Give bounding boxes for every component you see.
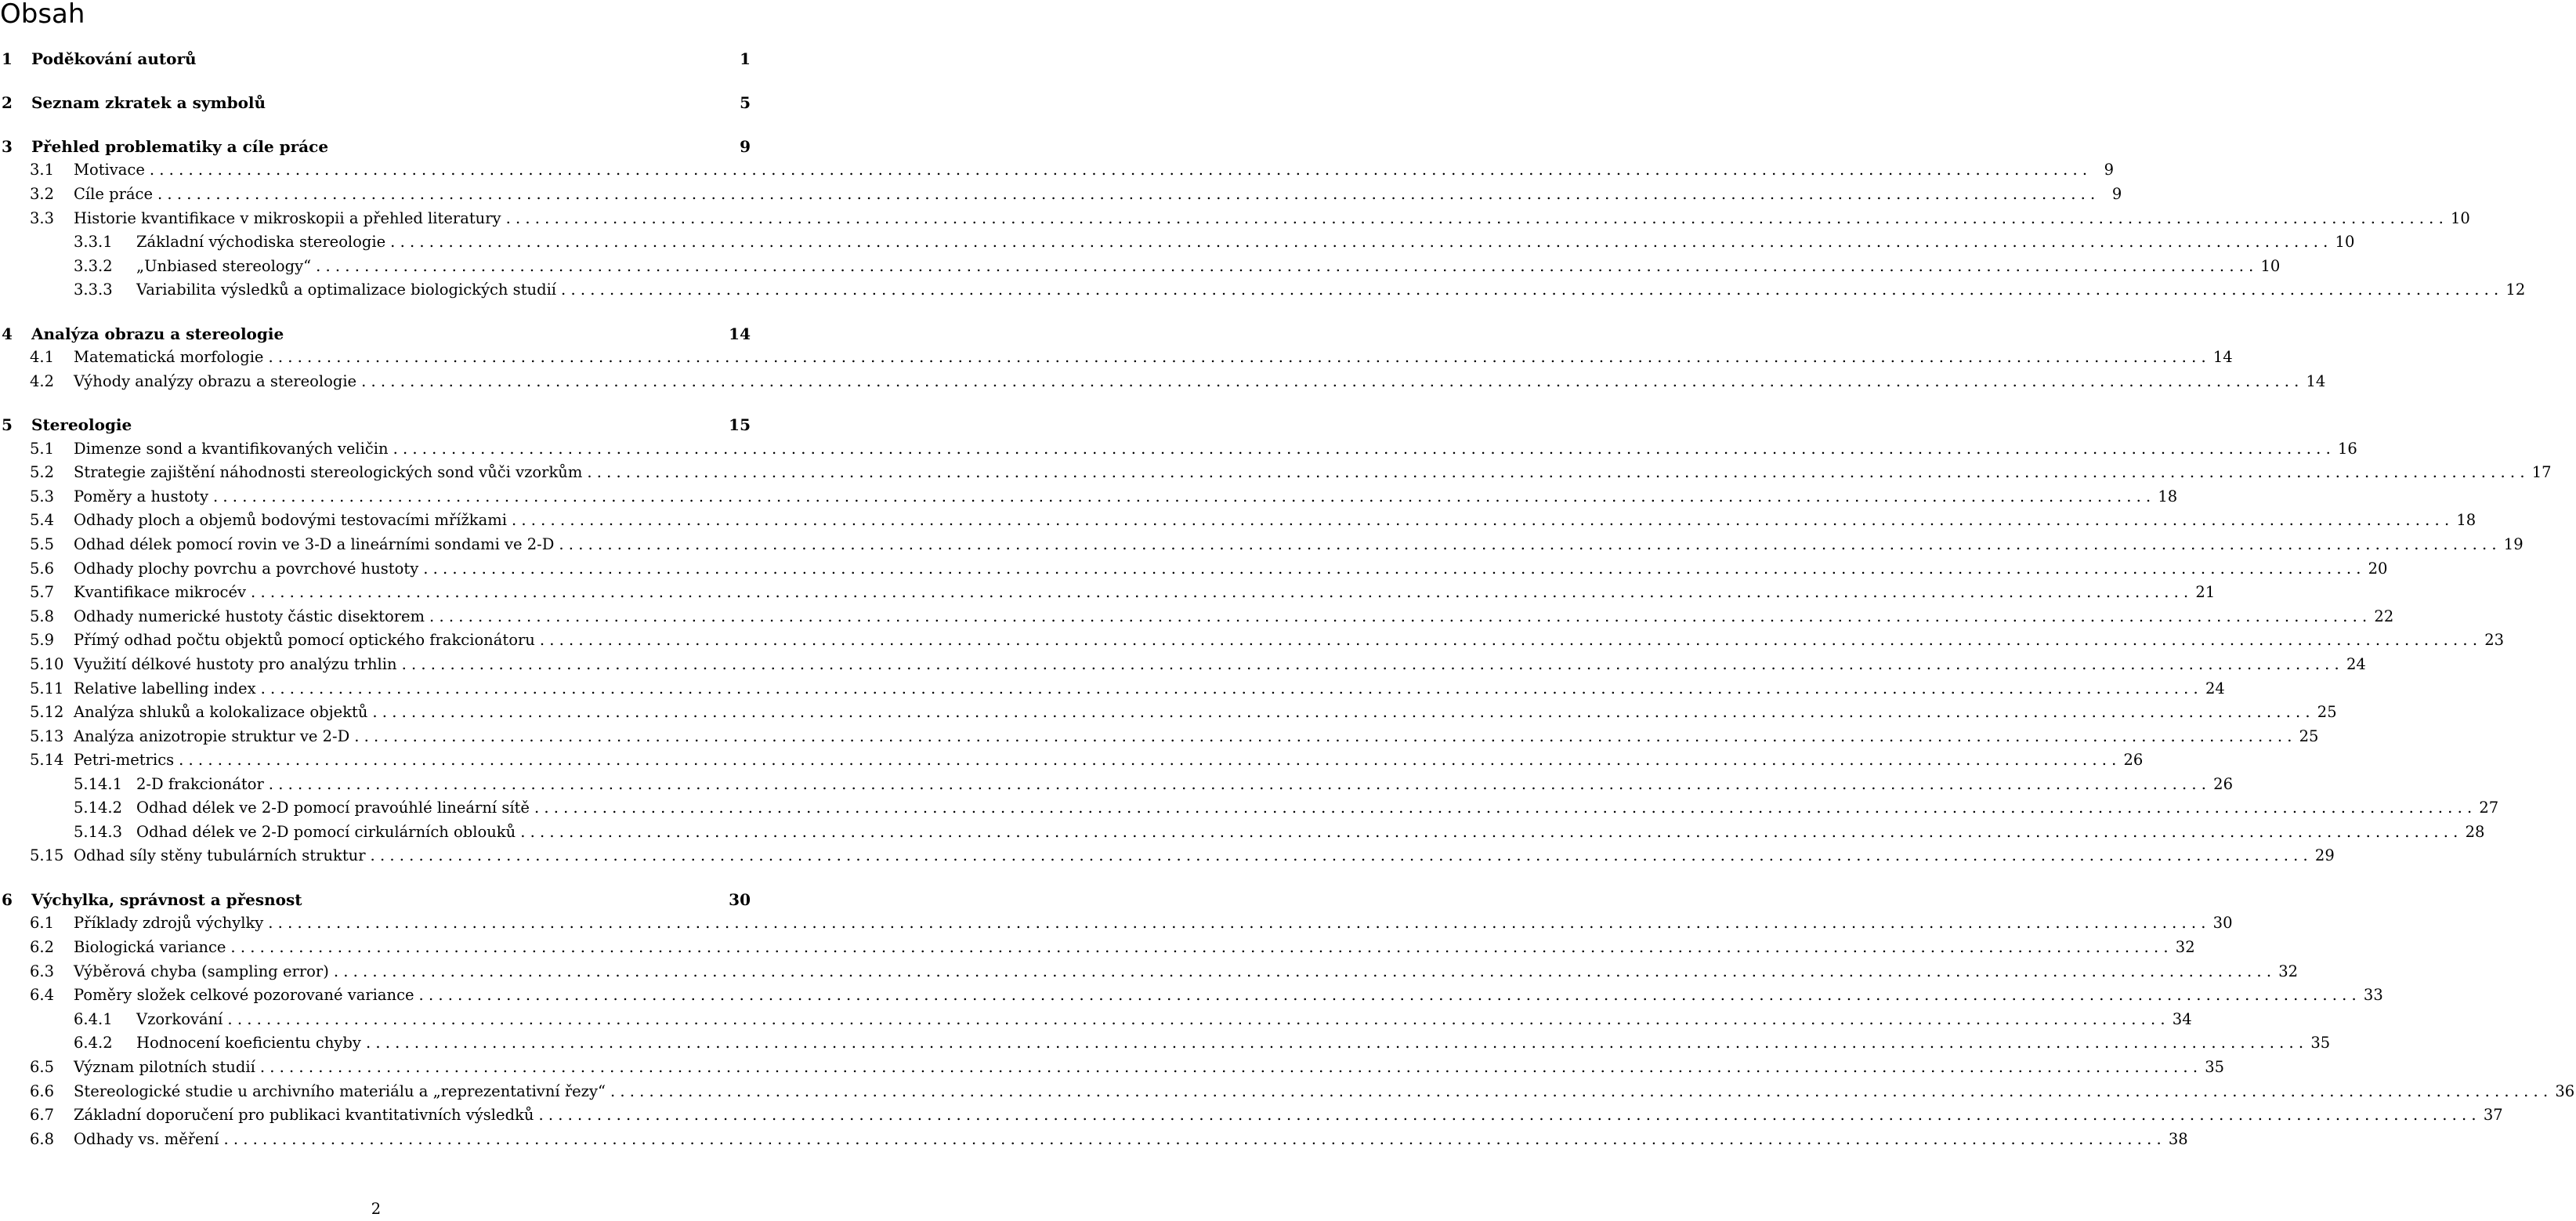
toc-entry-title: Dimenze sond a kvantifikovaných veličin <box>74 440 389 458</box>
toc-leader-dots: . . . . . . . . . . . . . . . . . . . . . . . . . . . . . . . . . . . . . . . . . . . . . . . . . . . . . . . . . . . . . . . . . . . . . . . . . . . . . . . . . . . . . . . . . . . . . . . . . . . . . . . . . . . . . . . . . . . . . . . . . . . . . . . . . . . . . . . . . . . . . . . . . . . . . . . . . . . . . . . . . . . . . . . . . . . . . . . . . . . . . . . . . . . . . . . . . . . . . . . . <box>538 1106 2477 1124</box>
toc-subsection[interactable] <box>0 1008 2192 1031</box>
toc-entry-number: 3.2 <box>30 185 55 203</box>
toc-entry-title: Odhad délek ve 2-D pomocí pravoúhlé lineární sítě <box>136 799 530 817</box>
toc-entry-title: Přímý odhad počtu objektů pomocí optického frakcionátoru <box>74 631 535 649</box>
toc-leader-dots: . . . . . . . . . . . . . . . . . . . . . . . . . . . . . . . . . . . . . . . . . . . . . . . . . . . . . . . . . . . . . . . . . . . . . . . . . . . . . . . . . . . . . . . . . . . . . . . . . . . . . . . . . . . . . . . . . . . . . . . . . . . . . . . . . . . . . . . . . . . . . . . . . . . . . . . . . . . . . . . . . . . . . . . . . . . . . . . . . . . . . . . . . . . . . . . . . . . . . . . . <box>393 440 2331 458</box>
toc-entry-title: Seznam zkratek a symbolů <box>31 93 266 112</box>
toc-section[interactable] <box>0 158 2115 182</box>
toc-leader-dots: . . . . . . . . . . . . . . . . . . . . . . . . . . . . . . . . . . . . . . . . . . . . . . . . . . . . . . . . . . . . . . . . . . . . . . . . . . . . . . . . . . . . . . . . . . . . . . . . . . . . . . . . . . . . . . . . . . . . . . . . . . . . . . . . . . . . . . . . . . . . . . . . . . . . . . . . . . . . . . . . . . . . . . . . . . . . . . . . . . . . . . . . . . . . . . . . . . . . . . . . <box>561 281 2499 299</box>
toc-entry-title: Vzorkování <box>136 1010 223 1028</box>
toc-entry-page: 25 <box>2299 727 2319 745</box>
toc-section[interactable] <box>0 605 2394 629</box>
toc-entry-title: Poděkování autorů <box>31 49 197 68</box>
toc-leader-dots: . . . . . . . . . . . . . . . . . . . . . . . . . . . . . . . . . . . . . . . . . . . . . . . . . . . . . . . . . . . . . . . . . . . . . . . . . . . . . . . . . . . . . . . . . . . . . . . . . . . . . . . . . . . . . . . . . . . . . . . . . . . . . . . . . . . . . . . . . . . . . . . . . . . . . . . . . . . . . . . . . . . . . . . . . . . . . . . . . . . . . . . . . . . . . . . . . . . . . . . . <box>505 209 2444 227</box>
toc-leader-dots: . . . . . . . . . . . . . . . . . . . . . . . . . . . . . . . . . . . . . . . . . . . . . . . . . . . . . . . . . . . . . . . . . . . . . . . . . . . . . . . . . . . . . . . . . . . . . . . . . . . . . . . . . . . . . . . . . . . . . . . . . . . . . . . . . . . . . . . . . . . . . . . . . . . . . . . . . . . . . . . . . . . . . . . . . . . . . . . . . . . . . . . . . . . . . . . . . . . . . . . . <box>534 799 2473 817</box>
toc-entry-page: 28 <box>2465 823 2485 841</box>
toc-entry-page: 37 <box>2483 1106 2503 1124</box>
toc-entry-title: „Unbiased stereology“ <box>136 257 312 275</box>
toc-chapter[interactable] <box>0 888 752 911</box>
toc-entry-number: 4.1 <box>30 348 55 366</box>
toc-leader-dots: . . . . . . . . . . . . . . . . . . . . . . . . . . . . . . . . . . . . . . . . . . . . . . . . . . . . . . . . . . . . . . . . . . . . . . . . . . . . . . . . . . . . . . . . . . . . . . . . . . . . . . . . . . . . . . . . . . . . . . . . . . . . . . . . . . . . . . . . . . . . . . . . . . . . . . . . . . . . . . . . . . . . . . . . . . . . . . . . . . . . . . . . . . . . . . . . . . . . . . . . <box>260 679 2198 697</box>
toc-leader-dots: . . . . . . . . . . . . . . . . . . . . . . . . . . . . . . . . . . . . . . . . . . . . . . . . . . . . . . . . . . . . . . . . . . . . . . . . . . . . . . . . . . . . . . . . . . . . . . . . . . . . . . . . . . . . . . . . . . . . . . . . . . . . . . . . . . . . . . . . . . . . . . . . . . . . . . . . . . . . . . . . . . . . . . . . . . . . . . . . . . . . . . . . . . . . . . . . . . . . . . . . <box>227 1010 2165 1028</box>
toc-entry-number: 6.5 <box>30 1058 55 1076</box>
toc-entry-number: 3.3.2 <box>74 257 113 275</box>
toc-entry-number: 6.4 <box>30 986 55 1004</box>
toc-entry-number: 6.8 <box>30 1130 55 1148</box>
toc-entry-page: 29 <box>2314 846 2335 864</box>
toc-leader-dots: . . . . . . . . . . . . . . . . . . . . . . . . . . . . . . . . . . . . . . . . . . . . . . . . . . . . . . . . . . . . . . . . . . . . . . . . . . . . . . . . . . . . . . . . . . . . . . . . . . . . . . . . . . . . . . . . . . . . . . . . . . . . . . . . . . . . . . . . . . . . . . . . . . . . . . . . . . . . . . . . . . . . . . . . . . . . . . . . . . . . . . . . . . . . . . . . . . . . . . . . <box>361 372 2299 390</box>
toc-entry-number: 5.3 <box>30 487 55 505</box>
toc-entry-number: 6.4.1 <box>74 1010 113 1028</box>
toc-entry-number: 3.1 <box>30 161 55 179</box>
toc-section[interactable] <box>0 581 2216 604</box>
toc-section[interactable] <box>0 346 2233 369</box>
toc-entry-title: Variabilita výsledků a optimalizace biologických studií <box>136 281 557 299</box>
toc-section[interactable] <box>0 653 2366 676</box>
toc-section[interactable] <box>0 509 2477 532</box>
toc-entry-page: 1 <box>740 49 751 68</box>
toc-entry-title: 2-D frakcionátor <box>136 775 264 793</box>
toc-entry-number: 5.8 <box>30 607 55 625</box>
toc-entry-page: 30 <box>729 890 751 909</box>
toc-entry-title: Přehled problematiky a cíle práce <box>31 137 329 156</box>
toc-section[interactable] <box>0 701 2337 724</box>
toc-leader-dots: . . . . . . . . . . . . . . . . . . . . . . . . . . . . . . . . . . . . . . . . . . . . . . . . . . . . . . . . . . . . . . . . . . . . . . . . . . . . . . . . . . . . . . . . . . . . . . . . . . . . . . . . . . . . . . . . . . . . . . . . . . . . . . . . . . . . . . . . . . . . . . . . . . . . . . . . . . . . . . . . . . . . . . . . . . . . . . . . . . . . . . . . . . . . . . . . . . . . . . . . <box>223 1130 2162 1148</box>
toc-entry-number: 5.15 <box>30 846 64 864</box>
toc-section[interactable] <box>0 370 2326 393</box>
toc-entry-page: 24 <box>2205 679 2225 697</box>
toc-entry-title: Základní východiska stereologie <box>136 233 386 251</box>
toc-section[interactable] <box>0 677 2225 701</box>
toc-leader-dots: . . . . . . . . . . . . . . . . . . . . . . . . . . . . . . . . . . . . . . . . . . . . . . . . . . . . . . . . . . . . . . . . . . . . . . . . . . . . . . . . . . . . . . . . . . . . . . . . . . . . . . . . . . . . . . . . . . . . . . . . . . . . . . . . . . . . . . . . . . . . . . . . . . . . . . . . . . . . . . . . . . . . . . . . . . . . . . . . . . . . . . . . . . . . . . . . . . . . . . . . <box>157 185 2096 203</box>
toc-entry-title: Motivace <box>74 161 145 179</box>
toc-entry-page: 5 <box>740 93 751 112</box>
toc-entry-page: 38 <box>2168 1130 2188 1148</box>
toc-entry-title: Hodnocení koeficientu chyby <box>136 1034 361 1052</box>
toc-entry-title: Odhad délek pomocí rovin ve 3-D a lineárními sondami ve 2-D <box>74 535 555 553</box>
toc-entry-title: Odhady ploch a objemů bodovými testovacími mřížkami <box>74 511 507 529</box>
toc-leader-dots: . . . . . . . . . . . . . . . . . . . . . . . . . . . . . . . . . . . . . . . . . . . . . . . . . . . . . . . . . . . . . . . . . . . . . . . . . . . . . . . . . . . . . . . . . . . . . . . . . . . . . . . . . . . . . . . . . . . . . . . . . . . . . . . . . . . . . . . . . . . . . . . . . . . . . . . . . . . . . . . . . . . . . . . . . . . . . . . . . . . . . . . . . . . . . . . . . . . . . . . . <box>251 583 2189 601</box>
toc-entry-number: 5.14.3 <box>74 823 123 841</box>
toc-subsection[interactable] <box>0 278 2526 302</box>
toc-entry-page: 30 <box>2212 914 2233 932</box>
toc-entry-title: Výchylka, správnost a přesnost <box>31 890 302 909</box>
toc-entry-title: Odhad síly stěny tubulárních struktur <box>74 846 366 864</box>
toc-entry-title: Historie kvantifikace v mikroskopii a přehled literatury <box>74 209 501 227</box>
toc-entry-page: 10 <box>2260 257 2281 275</box>
toc-leader-dots: . . . . . . . . . . . . . . . . . . . . . . . . . . . . . . . . . . . . . . . . . . . . . . . . . . . . . . . . . . . . . . . . . . . . . . . . . . . . . . . . . . . . . . . . . . . . . . . . . . . . . . . . . . . . . . . . . . . . . . . . . . . . . . . . . . . . . . . . . . . . . . . . . . . . . . . . . . . . . . . . . . . . . . . . . . . . . . . . . . . . . . . . . . . . . . . . . . . . . . . . <box>401 655 2339 673</box>
toc-section[interactable] <box>0 437 2357 461</box>
toc-entry-number: 5.1 <box>30 440 55 458</box>
toc-section[interactable] <box>0 725 2319 748</box>
toc-entry-number: 5.2 <box>30 463 55 481</box>
toc-entry-page: 10 <box>2335 233 2355 251</box>
toc-entry-title: Strategie zajištění náhodnosti stereologických sond vůči vzorkům <box>74 463 583 481</box>
toc-leader-dots: . . . . . . . . . . . . . . . . . . . . . . . . . . . . . . . . . . . . . . . . . . . . . . . . . . . . . . . . . . . . . . . . . . . . . . . . . . . . . . . . . . . . . . . . . . . . . . . . . . . . . . . . . . . . . . . . . . . . . . . . . . . . . . . . . . . . . . . . . . . . . . . . . . . . . . . . . . . . . . . . . . . . . . . . . . . . . . . . . . . . . . . . . . . . . . . . . . . . . . . . <box>370 846 2308 864</box>
toc-entry-number: 5.9 <box>30 631 55 649</box>
toc-section[interactable] <box>0 629 2505 652</box>
toc-leader-dots: . . . . . . . . . . . . . . . . . . . . . . . . . . . . . . . . . . . . . . . . . . . . . . . . . . . . . . . . . . . . . . . . . . . . . . . . . . . . . . . . . . . . . . . . . . . . . . . . . . . . . . . . . . . . . . . . . . . . . . . . . . . . . . . . . . . . . . . . . . . . . . . . . . . . . . . . . . . . . . . . . . . . . . . . . . . . . . . . . . . . . . . . . . . . . . . . . . . . . . . . <box>559 535 2497 553</box>
toc-leader-dots: . . . . . . . . . . . . . . . . . . . . . . . . . . . . . . . . . . . . . . . . . . . . . . . . . . . . . . . . . . . . . . . . . . . . . . . . . . . . . . . . . . . . . . . . . . . . . . . . . . . . . . . . . . . . . . . . . . . . . . . . . . . . . . . . . . . . . . . . . . . . . . . . . . . . . . . . . . . . . . . . . . . . . . . . . . . . . . . . . . . . . . . . . . . . . . . . . . . . . . . . <box>423 560 2361 578</box>
toc-entry-number: 5.12 <box>30 703 64 721</box>
toc-leader-dots: . . . . . . . . . . . . . . . . . . . . . . . . . . . . . . . . . . . . . . . . . . . . . . . . . . . . . . . . . . . . . . . . . . . . . . . . . . . . . . . . . . . . . . . . . . . . . . . . . . . . . . . . . . . . . . . . . . . . . . . . . . . . . . . . . . . . . . . . . . . . . . . . . . . . . . . . . . . . . . . . . . . . . . . . . . . . . . . . . . . . . . . . . . . . . . . . . . . . . . . . <box>365 1034 2304 1052</box>
toc-entry-number: 5.13 <box>30 727 64 745</box>
toc-entry-page: 9 <box>740 137 751 156</box>
toc-entry-page: 19 <box>2503 535 2524 553</box>
toc-entry-number: 5.11 <box>30 679 64 697</box>
toc-entry-page: 26 <box>2213 775 2233 793</box>
toc-entry-page: 36 <box>2555 1082 2575 1100</box>
toc-section[interactable] <box>0 1080 2575 1103</box>
toc-section[interactable] <box>0 960 2299 984</box>
toc-entry-number: 6.3 <box>30 962 55 980</box>
toc-entry-page: 35 <box>2310 1034 2331 1052</box>
toc-leader-dots: . . . . . . . . . . . . . . . . . . . . . . . . . . . . . . . . . . . . . . . . . . . . . . . . . . . . . . . . . . . . . . . . . . . . . . . . . . . . . . . . . . . . . . . . . . . . . . . . . . . . . . . . . . . . . . . . . . . . . . . . . . . . . . . . . . . . . . . . . . . . . . . . . . . . . . . . . . . . . . . . . . . . . . . . . . . . . . . . . . . . . . . . . . . . . . . . . . . . . . . . <box>390 233 2328 251</box>
toc-section[interactable] <box>0 461 2552 484</box>
toc-entry-page: 14 <box>2306 372 2326 390</box>
toc-section[interactable] <box>0 984 2383 1007</box>
toc-entry-title: Analýza obrazu a stereologie <box>31 324 284 343</box>
toc-entry-number: 4 <box>2 324 13 343</box>
toc-entry-title: Poměry složek celkové pozorované variance <box>74 986 414 1004</box>
toc-leader-dots: . . . . . . . . . . . . . . . . . . . . . . . . . . . . . . . . . . . . . . . . . . . . . . . . . . . . . . . . . . . . . . . . . . . . . . . . . . . . . . . . . . . . . . . . . . . . . . . . . . . . . . . . . . . . . . . . . . . . . . . . . . . . . . . . . . . . . . . . . . . . . . . . . . . . . . . . . . . . . . . . . . . . . . . . . . . . . . . . . . . . . . . . . . . . . . . . . . . . . . . . <box>333 962 2272 980</box>
toc-section[interactable] <box>0 183 2122 206</box>
toc-entry-number: 5.14.2 <box>74 799 123 817</box>
toc-entry-title: Odhady vs. měření <box>74 1130 219 1148</box>
toc-section[interactable] <box>0 1056 2225 1079</box>
toc-section[interactable] <box>0 844 2335 868</box>
toc-entry-page: 20 <box>2368 560 2388 578</box>
toc-entry-page: 9 <box>2111 185 2122 203</box>
toc-entry-title: Stereologické studie u archivního materiálu a „reprezentativní řezy“ <box>74 1082 606 1100</box>
toc-chapter[interactable] <box>0 322 752 346</box>
toc-entry-page: 34 <box>2172 1010 2192 1028</box>
toc-entry-number: 3.3.3 <box>74 281 113 299</box>
toc-leader-dots: . . . . . . . . . . . . . . . . . . . . . . . . . . . . . . . . . . . . . . . . . . . . . . . . . . . . . . . . . . . . . . . . . . . . . . . . . . . . . . . . . . . . . . . . . . . . . . . . . . . . . . . . . . . . . . . . . . . . . . . . . . . . . . . . . . . . . . . . . . . . . . . . . . . . . . . . . . . . . . . . . . . . . . . . . . . . . . . . . . . . . . . . . . . . . . . . . . . . . . . . <box>587 463 2525 481</box>
toc-entry-title: Využití délkové hustoty pro analýzu trhlin <box>74 655 397 673</box>
toc-entry-number: 6.7 <box>30 1106 55 1124</box>
toc-leader-dots: . . . . . . . . . . . . . . . . . . . . . . . . . . . . . . . . . . . . . . . . . . . . . . . . . . . . . . . . . . . . . . . . . . . . . . . . . . . . . . . . . . . . . . . . . . . . . . . . . . . . . . . . . . . . . . . . . . . . . . . . . . . . . . . . . . . . . . . . . . . . . . . . . . . . . . . . . . . . . . . . . . . . . . . . . . . . . . . . . . . . . . . . . . . . . . . . . . . . . . . . <box>259 1058 2198 1076</box>
toc-leader-dots: . . . . . . . . . . . . . . . . . . . . . . . . . . . . . . . . . . . . . . . . . . . . . . . . . . . . . . . . . . . . . . . . . . . . . . . . . . . . . . . . . . . . . . . . . . . . . . . . . . . . . . . . . . . . . . . . . . . . . . . . . . . . . . . . . . . . . . . . . . . . . . . . . . . . . . . . . . . . . . . . . . . . . . . . . . . . . . . . . . . . . . . . . . . . . . . . . . . . . . . . <box>268 348 2206 366</box>
toc-section[interactable] <box>0 911 2233 935</box>
toc-section[interactable] <box>0 1103 2503 1127</box>
toc-entry-title: Příklady zdrojů výchylky <box>74 914 264 932</box>
toc-entry-page: 15 <box>729 415 751 434</box>
toc-entry-number: 6.4.2 <box>74 1034 113 1052</box>
toc-entry-page: 12 <box>2505 281 2526 299</box>
toc-entry-page: 14 <box>729 324 751 343</box>
toc-leader-dots: . . . . . . . . . . . . . . . . . . . . . . . . . . . . . . . . . . . . . . . . . . . . . . . . . . . . . . . . . . . . . . . . . . . . . . . . . . . . . . . . . . . . . . . . . . . . . . . . . . . . . . . . . . . . . . . . . . . . . . . . . . . . . . . . . . . . . . . . . . . . . . . . . . . . . . . . . . . . . . . . . . . . . . . . . . . . . . . . . . . . . . . . . . . . . . . . . . . . . . . . <box>539 631 2478 649</box>
toc-chapter[interactable] <box>0 135 752 158</box>
toc-leader-dots: . . . . . . . . . . . . . . . . . . . . . . . . . . . . . . . . . . . . . . . . . . . . . . . . . . . . . . . . . . . . . . . . . . . . . . . . . . . . . . . . . . . . . . . . . . . . . . . . . . . . . . . . . . . . . . . . . . . . . . . . . . . . . . . . . . . . . . . . . . . . . . . . . . . . . . . . . . . . . . . . . . . . . . . . . . . . . . . . . . . . . . . . . . . . . . . . . . . . . . . . <box>520 823 2458 841</box>
toc-leader-dots: . . . . . . . . . . . . . . . . . . . . . . . . . . . . . . . . . . . . . . . . . . . . . . . . . . . . . . . . . . . . . . . . . . . . . . . . . . . . . . . . . . . . . . . . . . . . . . . . . . . . . . . . . . . . . . . . . . . . . . . . . . . . . . . . . . . . . . . . . . . . . . . . . . . . . . . . . . . . . . . . . . . . . . . . . . . . . . . . . . . . . . . . . . . . . . . . . . . . . . . . <box>149 161 2088 179</box>
toc-chapter[interactable] <box>0 91 752 114</box>
toc-entry-title: Biologická variance <box>74 938 226 956</box>
toc-entry-number: 3 <box>2 137 13 156</box>
toc-section[interactable] <box>0 1128 2188 1151</box>
toc-entry-title: Analýza shluků a kolokalizace objektů <box>74 703 368 721</box>
toc-subsection[interactable] <box>0 255 2281 278</box>
toc-section[interactable] <box>0 533 2524 556</box>
toc-entry-title: Odhady plochy povrchu a povrchové hustoty <box>74 560 419 578</box>
toc-entry-number: 5.5 <box>30 535 55 553</box>
toc-subsection[interactable] <box>0 796 2499 820</box>
toc-section[interactable] <box>0 936 2195 959</box>
toc-entry-title: Kvantifikace mikrocév <box>74 583 247 601</box>
toc-entry-number: 6.6 <box>30 1082 55 1100</box>
toc-subsection[interactable] <box>0 230 2355 254</box>
toc-entry-number: 1 <box>2 49 13 68</box>
toc-entry-title: Odhad délek ve 2-D pomocí cirkulárních oblouků <box>136 823 516 841</box>
toc-entry-number: 6.1 <box>30 914 55 932</box>
toc-entry-page: 32 <box>2278 962 2299 980</box>
toc-entry-page: 26 <box>2123 751 2144 769</box>
toc-section[interactable] <box>0 207 2470 230</box>
toc-leader-dots: . . . . . . . . . . . . . . . . . . . . . . . . . . . . . . . . . . . . . . . . . . . . . . . . . . . . . . . . . . . . . . . . . . . . . . . . . . . . . . . . . . . . . . . . . . . . . . . . . . . . . . . . . . . . . . . . . . . . . . . . . . . . . . . . . . . . . . . . . . . . . . . . . . . . . . . . . . . . . . . . . . . . . . . . . . . . . . . . . . . . . . . . . . . . . . . . . . . . . . . . <box>179 751 2117 769</box>
toc-entry-number: 5.6 <box>30 560 55 578</box>
toc-entry-number: 6 <box>2 890 13 909</box>
toc-entry-title: Výběrová chyba (sampling error) <box>74 962 329 980</box>
toc-entry-page: 25 <box>2317 703 2337 721</box>
toc-entry-page: 23 <box>2484 631 2505 649</box>
toc-entry-title: Výhody analýzy obrazu a stereologie <box>74 372 357 390</box>
toc-section[interactable] <box>0 485 2178 509</box>
toc-entry-number: 2 <box>2 93 13 112</box>
toc-leader-dots: . . . . . . . . . . . . . . . . . . . . . . . . . . . . . . . . . . . . . . . . . . . . . . . . . . . . . . . . . . . . . . . . . . . . . . . . . . . . . . . . . . . . . . . . . . . . . . . . . . . . . . . . . . . . . . . . . . . . . . . . . . . . . . . . . . . . . . . . . . . . . . . . . . . . . . . . . . . . . . . . . . . . . . . . . . . . . . . . . . . . . . . . . . . . . . . . . . . . . . . . <box>230 938 2169 956</box>
toc-entry-page: 9 <box>2104 161 2115 179</box>
page-title: Obsah <box>0 0 85 30</box>
toc-entry-page: 18 <box>2158 487 2178 505</box>
toc-section[interactable] <box>0 557 2388 581</box>
toc-leader-dots: . . . . . . . . . . . . . . . . . . . . . . . . . . . . . . . . . . . . . . . . . . . . . . . . . . . . . . . . . . . . . . . . . . . . . . . . . . . . . . . . . . . . . . . . . . . . . . . . . . . . . . . . . . . . . . . . . . . . . . . . . . . . . . . . . . . . . . . . . . . . . . . . . . . . . . . . . . . . . . . . . . . . . . . . . . . . . . . . . . . . . . . . . . . . . . . . . . . . . . . . <box>316 257 2254 275</box>
toc-leader-dots: . . . . . . . . . . . . . . . . . . . . . . . . . . . . . . . . . . . . . . . . . . . . . . . . . . . . . . . . . . . . . . . . . . . . . . . . . . . . . . . . . . . . . . . . . . . . . . . . . . . . . . . . . . . . . . . . . . . . . . . . . . . . . . . . . . . . . . . . . . . . . . . . . . . . . . . . . . . . . . . . . . . . . . . . . . . . . . . . . . . . . . . . . . . . . . . . . . . . . . . . <box>354 727 2292 745</box>
toc-entry-page: 21 <box>2195 583 2216 601</box>
toc-leader-dots: . . . . . . . . . . . . . . . . . . . . . . . . . . . . . . . . . . . . . . . . . . . . . . . . . . . . . . . . . . . . . . . . . . . . . . . . . . . . . . . . . . . . . . . . . . . . . . . . . . . . . . . . . . . . . . . . . . . . . . . . . . . . . . . . . . . . . . . . . . . . . . . . . . . . . . . . . . . . . . . . . . . . . . . . . . . . . . . . . . . . . . . . . . . . . . . . . . . . . . . . <box>268 775 2206 793</box>
toc-entry-title: Odhady numerické hustoty částic disektorem <box>74 607 425 625</box>
toc-entry-page: 24 <box>2346 655 2366 673</box>
toc-entry-number: 3.3 <box>30 209 55 227</box>
toc-entry-page: 35 <box>2205 1058 2225 1076</box>
toc-section[interactable] <box>0 748 2144 772</box>
toc-entry-number: 5.7 <box>30 583 55 601</box>
toc-entry-title: Analýza anizotropie struktur ve 2-D <box>74 727 350 745</box>
toc-chapter[interactable] <box>0 413 752 437</box>
toc-leader-dots: . . . . . . . . . . . . . . . . . . . . . . . . . . . . . . . . . . . . . . . . . . . . . . . . . . . . . . . . . . . . . . . . . . . . . . . . . . . . . . . . . . . . . . . . . . . . . . . . . . . . . . . . . . . . . . . . . . . . . . . . . . . . . . . . . . . . . . . . . . . . . . . . . . . . . . . . . . . . . . . . . . . . . . . . . . . . . . . . . . . . . . . . . . . . . . . . . . . . . . . . <box>610 1082 2549 1100</box>
toc-entry-page: 32 <box>2175 938 2195 956</box>
toc-entry-number: 3.3.1 <box>74 233 113 251</box>
toc-entry-page: 18 <box>2456 511 2477 529</box>
toc-entry-page: 10 <box>2450 209 2470 227</box>
toc-entry-number: 5 <box>2 415 13 434</box>
toc-leader-dots: . . . . . . . . . . . . . . . . . . . . . . . . . . . . . . . . . . . . . . . . . . . . . . . . . . . . . . . . . . . . . . . . . . . . . . . . . . . . . . . . . . . . . . . . . . . . . . . . . . . . . . . . . . . . . . . . . . . . . . . . . . . . . . . . . . . . . . . . . . . . . . . . . . . . . . . . . . . . . . . . . . . . . . . . . . . . . . . . . . . . . . . . . . . . . . . . . . . . . . . . <box>418 986 2357 1004</box>
toc-entry-title: Stereologie <box>31 415 132 434</box>
toc-entry-title: Matematická morfologie <box>74 348 264 366</box>
toc-entry-page: 22 <box>2374 607 2394 625</box>
toc-entry-title: Cíle práce <box>74 185 154 203</box>
toc-leader-dots: . . . . . . . . . . . . . . . . . . . . . . . . . . . . . . . . . . . . . . . . . . . . . . . . . . . . . . . . . . . . . . . . . . . . . . . . . . . . . . . . . . . . . . . . . . . . . . . . . . . . . . . . . . . . . . . . . . . . . . . . . . . . . . . . . . . . . . . . . . . . . . . . . . . . . . . . . . . . . . . . . . . . . . . . . . . . . . . . . . . . . . . . . . . . . . . . . . . . . . . . <box>213 487 2151 505</box>
toc-leader-dots: . . . . . . . . . . . . . . . . . . . . . . . . . . . . . . . . . . . . . . . . . . . . . . . . . . . . . . . . . . . . . . . . . . . . . . . . . . . . . . . . . . . . . . . . . . . . . . . . . . . . . . . . . . . . . . . . . . . . . . . . . . . . . . . . . . . . . . . . . . . . . . . . . . . . . . . . . . . . . . . . . . . . . . . . . . . . . . . . . . . . . . . . . . . . . . . . . . . . . . . . <box>372 703 2310 721</box>
toc-entry-title: Poměry a hustoty <box>74 487 209 505</box>
toc-entry-number: 5.14.1 <box>74 775 123 793</box>
toc-entry-page: 16 <box>2337 440 2357 458</box>
toc-subsection[interactable] <box>0 821 2485 844</box>
toc-leader-dots: . . . . . . . . . . . . . . . . . . . . . . . . . . . . . . . . . . . . . . . . . . . . . . . . . . . . . . . . . . . . . . . . . . . . . . . . . . . . . . . . . . . . . . . . . . . . . . . . . . . . . . . . . . . . . . . . . . . . . . . . . . . . . . . . . . . . . . . . . . . . . . . . . . . . . . . . . . . . . . . . . . . . . . . . . . . . . . . . . . . . . . . . . . . . . . . . . . . . . . . . <box>429 607 2368 625</box>
toc-leader-dots: . . . . . . . . . . . . . . . . . . . . . . . . . . . . . . . . . . . . . . . . . . . . . . . . . . . . . . . . . . . . . . . . . . . . . . . . . . . . . . . . . . . . . . . . . . . . . . . . . . . . . . . . . . . . . . . . . . . . . . . . . . . . . . . . . . . . . . . . . . . . . . . . . . . . . . . . . . . . . . . . . . . . . . . . . . . . . . . . . . . . . . . . . . . . . . . . . . . . . . . . <box>511 511 2450 529</box>
toc-entry-number: 5.4 <box>30 511 55 529</box>
toc-entry-title: Petri-metrics <box>74 751 175 769</box>
toc-chapter[interactable] <box>0 47 752 71</box>
toc-entry-title: Význam pilotních studií <box>74 1058 255 1076</box>
toc-subsection[interactable] <box>0 1031 2331 1055</box>
toc-entry-number: 5.14 <box>30 751 64 769</box>
toc-entry-page: 27 <box>2479 799 2499 817</box>
toc-entry-page: 14 <box>2212 348 2233 366</box>
toc-entry-number: 4.2 <box>30 372 55 390</box>
toc-entry-number: 6.2 <box>30 938 55 956</box>
toc-subsection[interactable] <box>0 773 2233 796</box>
toc-entry-title: Základní doporučení pro publikaci kvantitativních výsledků <box>74 1106 534 1124</box>
toc-entry-number: 5.10 <box>30 655 64 673</box>
toc-entry-title: Relative labelling index <box>74 679 256 697</box>
toc-entry-page: 33 <box>2363 986 2383 1004</box>
page-number: 2 <box>371 1200 382 1218</box>
toc-leader-dots: . . . . . . . . . . . . . . . . . . . . . . . . . . . . . . . . . . . . . . . . . . . . . . . . . . . . . . . . . . . . . . . . . . . . . . . . . . . . . . . . . . . . . . . . . . . . . . . . . . . . . . . . . . . . . . . . . . . . . . . . . . . . . . . . . . . . . . . . . . . . . . . . . . . . . . . . . . . . . . . . . . . . . . . . . . . . . . . . . . . . . . . . . . . . . . . . . . . . . . . . <box>268 914 2206 932</box>
toc-entry-page: 17 <box>2531 463 2552 481</box>
